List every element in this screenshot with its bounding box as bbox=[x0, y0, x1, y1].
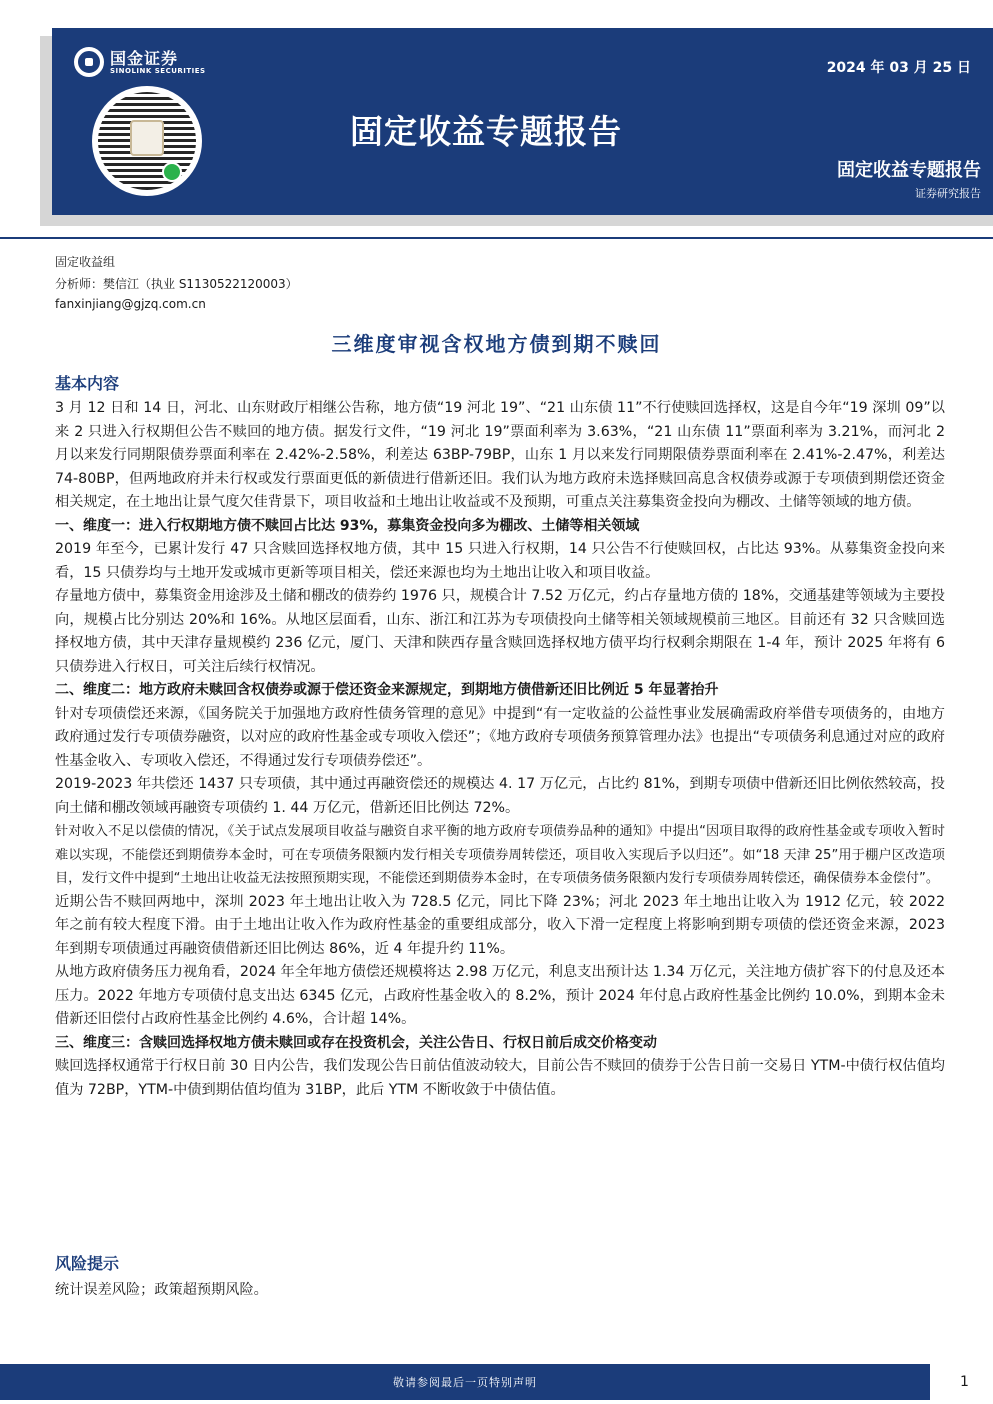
report-category: 证券研究报告 bbox=[915, 187, 981, 200]
analyst-email[interactable]: fanxinjiang@gjzq.com.cn bbox=[55, 297, 206, 311]
header-divider bbox=[0, 237, 993, 239]
body-paragraph: 从地方政府债务压力视角看，2024 年全年地方债偿还规模将达 2.98 万亿元，利息支出预计达 1.34 万亿元，关注地方债扩容下的付息及还本压力。2022 年地方专项债付息支出达 6345 亿元，占政府性基金收入的 8.2%，预计 2024 年付息占政府性基金比例约 10.0%，到期本金未借新还旧偿付占政府性基金比例约 4.6%，合计超 14%。 bbox=[55, 964, 945, 1027]
report-type-label: 固定收益专题报告 bbox=[837, 160, 981, 181]
logo-mark-icon bbox=[74, 47, 104, 77]
body-paragraph: 2019-2023 年共偿还 1437 只专项债，其中通过再融资偿还的规模达 4. 17 万亿元，占比约 81%，到期专项债中借新还旧比例依然较高，投向土储和棚改领域再融资专项债约 1. 44 万亿元，借新还旧比例达 72%。 bbox=[55, 776, 945, 816]
logo-en-text: SINOLINK SECURITIES bbox=[110, 67, 206, 75]
footer-bar bbox=[0, 1364, 930, 1400]
body-paragraph: 近期公告不赎回两地中，深圳 2023 年土地出让收入为 728.5 亿元，同比下降 23%；河北 2023 年土地出让收入为 1912 亿元，较 2022 年之前有较大程度下滑。由于土地出让收入作为政府性基金的重要组成部分，收入下滑一定程度上将影响到期专项债的偿还资金来源，2023 年到期专项债通过再融资债借新还旧比例达 86%，近 4 年提升约 11%。 bbox=[55, 893, 945, 957]
risk-text: 统计误差风险；政策超预期风险。 bbox=[55, 1282, 268, 1298]
body-paragraph: 3 月 12 日和 14 日，河北、山东财政厅相继公告称，地方债“19 河北 19”、“21 山东债 11”不行使赎回选择权，这是自今年“19 深圳 09”以来 2 只进入行权期但公告不赎回的地方债。据发行文件，“19 河北 19”票面利率为 3.63%，“21 山东债 11”票面利率为 3.21%，而河北 2 月以来发行同期限债券票面利率在 2.42%-2.58%，利差达 63BP-79BP，山东 1 月以来发行同期限债券票面利率在 2.41%-2.47%，利差达 74-80BP，但两地政府并未行权或发行票面更低的新债进行借新还旧。我们认为地方政府未选择赎回高息含权债券或源于专项债到期偿还资金相关规定，在土地出让景气度欠佳背景下，项目收益和土地出让收益或不及预期，可重点关注募集资金投向为棚改、土储等领域的地方债。 bbox=[55, 400, 945, 510]
analyst-name: 分析师：樊信江（执业 S1130522120003） bbox=[55, 277, 298, 291]
mini-program-badge-icon bbox=[162, 162, 182, 182]
body-paragraph: 2019 年至今，已累计发行 47 只含赎回选择权地方债，其中 15 只进入行权期，14 只公告不行使赎回权，占比达 93%。从募集资金投向来看，15 只债券均与土地开发或城市更新等项目相关，偿还来源也均为土地出让收入和项目收益。 bbox=[55, 541, 945, 581]
body-paragraph: 针对收入不足以偿债的情况，《关于试点发展项目收益与融资自求平衡的地方政府专项债券品种的通知》中提出“因项目取得的政府性基金或专项收入暂时难以实现，不能偿还到期债券本金时，可在专项债务限额内发行相关专项债券周转偿还，项目收入实现后予以归还”。如“18 天津 25”用于棚户区改造项目，发行文件中提到“土地出让收益无法按照预期实现，不能偿还到期债券本金时，在专项债务债务限额内发行专项债券周转偿还，确保债券本金偿付”。 bbox=[55, 824, 945, 886]
body-paragraph: 存量地方债中，募集资金用途涉及土储和棚改的债券约 1976 只，规模合计 7.52 万亿元，约占存量地方债的 18%，交通基建等领域为主要投向，规模占比分别达 20%和 16%。从地区层面看，山东、浙江和江苏为专项债投向土储等相关领域规模前三地区。目前还有 32 只含赎回选择权地方债，其中天津存量规模约 236 亿元，厦门、天津和陕西存量含赎回选择权地方债平均行权剩余期限在 1-4 年，预计 2025 年将有 6 只债券进入行权日，可关注后续行权情况。 bbox=[55, 588, 945, 675]
company-logo bbox=[74, 45, 224, 79]
body-paragraph: 赎回选择权通常于行权日前 30 日内公告，我们发现公告日前估值波动较大，目前公告不赎回的债券于公告日前一交易日 YTM-中债行权估值均值为 72BP，YTM-中债到期估值均值为 31BP，此后 YTM 不断收敛于中债估值。 bbox=[55, 1058, 945, 1098]
summary-heading: 基本内容 bbox=[55, 374, 120, 393]
report-type-title: 固定收益专题报告 bbox=[350, 112, 622, 151]
body-paragraph: 针对专项债偿还来源，《国务院关于加强地方政府性债务管理的意见》中提到“有一定收益的公益性事业发展确需政府举借专项债务的，由地方政府通过发行专项债券融资，以对应的政府性基金或专项收入偿还”；《地方政府专项债务预算管理办法》也提出“专项债务利息通过对应的政府性基金收入、专项收入偿还，不得通过发行专项债券偿还”。 bbox=[55, 705, 945, 769]
disclaimer-notice: 敬请参阅最后一页特别声明 bbox=[393, 1376, 537, 1389]
dimension-three-heading: 三、维度三：含赎回选择权地方债未赎回或存在投资机会，关注公告日、行权日前后成交价格变动 bbox=[55, 1034, 657, 1051]
dimension-one-heading: 一、维度一：进入行权期地方债不赎回占比达 93%，募集资金投向多为棚改、土储等相关领域 bbox=[55, 517, 640, 534]
logo-cn-text: 国金证券 bbox=[110, 49, 179, 68]
risk-heading: 风险提示 bbox=[55, 1254, 120, 1273]
qr-center-logo-icon bbox=[130, 120, 164, 156]
dimension-two-heading: 二、维度二：地方政府未赎回含权债券或源于偿还资金来源规定，到期地方债借新还旧比例近 5 年显著抬升 bbox=[55, 682, 719, 698]
report-body bbox=[55, 397, 945, 1102]
research-group: 固定收益组 bbox=[55, 255, 116, 269]
qr-code-icon bbox=[92, 86, 202, 196]
page-number: 1 bbox=[960, 1374, 969, 1390]
report-date: 2024 年 03 月 25 日 bbox=[826, 60, 971, 76]
document-title: 三维度审视含权地方债到期不赎回 bbox=[331, 332, 662, 356]
